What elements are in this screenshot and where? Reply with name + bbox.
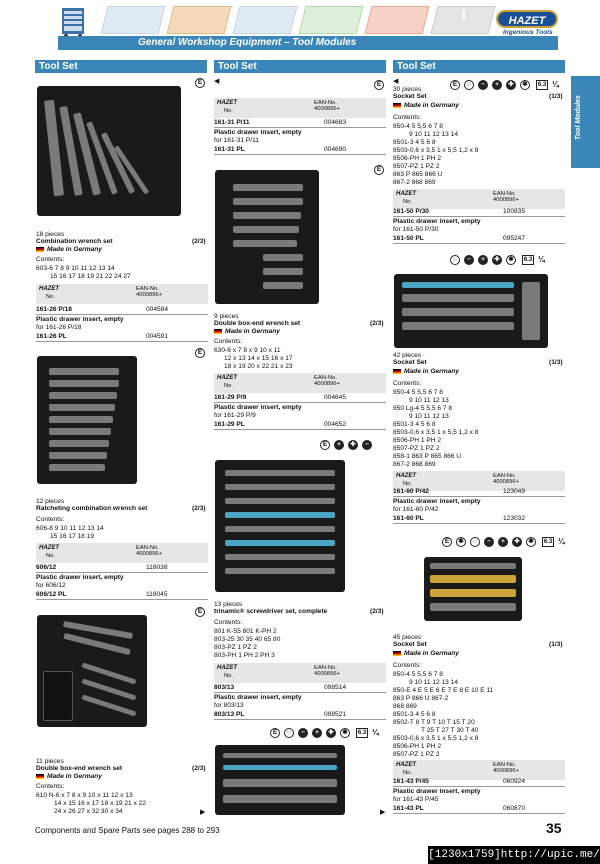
german-flag-icon [214, 329, 222, 334]
product-row: 161-60 P/42 123049 [393, 488, 526, 495]
contents-line: 610 N-6 x 7 8 x 9 10 x 11 12 x 13 [36, 792, 133, 799]
column-title: Tool Set [35, 60, 207, 73]
contents-label: Contents: [36, 783, 65, 790]
desc2: for 161-26 P/18 [36, 324, 82, 331]
desc: Plastic drawer insert, empty [393, 218, 481, 225]
product-row: 161-26 PL 004591 [36, 333, 169, 340]
torx-icon: ✱ [520, 80, 530, 90]
desc2: for 161-31 P/11 [214, 137, 259, 144]
set-pieces: 18 pieces [36, 231, 65, 238]
slotted-icon: − [478, 80, 488, 90]
page-number: 35 [546, 820, 562, 836]
screwdriver-category-icon[interactable] [233, 6, 298, 34]
contents-line: 9 10 11 12 13 14 [409, 131, 459, 138]
contents-line: 850 Lg-4 5 5,5 6 7 8 [393, 405, 453, 412]
contents-line: 867-2 868 869 [393, 461, 436, 468]
contents-label: Contents: [393, 380, 422, 387]
made-in-germany [36, 246, 102, 254]
desc2: for 803/13 [214, 702, 244, 709]
ean-header: HAZET No. EAN-No. 4000896+ [214, 98, 386, 118]
contents-line: 850-E 4 E 5 E 6 E 7 E 8 E 10 E 11 [393, 687, 494, 694]
prev-arrow-icon[interactable]: ◀ [214, 78, 220, 85]
slotted-icon: − [362, 440, 372, 450]
product-row: 161-60 PL 123032 [393, 515, 526, 522]
page-ref: (2/3) [192, 505, 206, 512]
small-socket-set-photo [215, 745, 345, 815]
page-ref: (2/3) [192, 238, 206, 245]
hazet-mini-logo: HAZET [39, 286, 59, 292]
socket-set-45-photo [424, 557, 522, 621]
contents-label: Contents: [214, 619, 243, 626]
contents-line: 858-1 863 P 865 866 U [393, 453, 462, 460]
contents-line: 863 P 865 866 U [393, 171, 443, 178]
e-label-icon: E [374, 165, 384, 175]
contents-line: 14 x 15 16 x 17 18 x 19 21 x 22 [54, 800, 147, 807]
banner-title: General Workshop Equipment – Tool Modules [58, 36, 558, 50]
phillips-icon: + [498, 537, 508, 547]
e-label-icon: E [442, 537, 452, 547]
contents-line: T 25 T 27 T 30 T 40 [421, 727, 479, 734]
set-name: Socket Set [393, 93, 427, 100]
pozidriv-icon: ✚ [326, 728, 336, 738]
product-row: 803/13 PL 098521 [214, 711, 347, 718]
torx-icon: ✱ [456, 537, 466, 547]
wrench-category-icon[interactable] [101, 6, 166, 34]
product-row: 803/13 098514 [214, 684, 347, 691]
ean-header: HAZET No. EAN-No. 4000896+ [393, 471, 565, 491]
info-category-icon[interactable]: i [431, 6, 496, 34]
contents-label: Contents: [393, 114, 422, 121]
contents-line: 9 10 11 12 13 14 [409, 679, 459, 686]
product-row: 606/12 118038 [36, 564, 168, 571]
pozidriv-icon: ✚ [506, 80, 516, 90]
screwdriver-set-photo [215, 460, 345, 592]
desc: Plastic drawer insert, empty [214, 694, 302, 701]
product-row: 161-31 P/11 004683 [214, 119, 347, 126]
torx-icon: ✱ [506, 255, 516, 265]
contents-line: 8503-0,6 x 3,5 1 x 5,5 1,2 x 8 [393, 735, 479, 742]
contents-line: 850-4 5 5,5 6 7 8 [393, 123, 443, 130]
hazet-logo: HAZET [496, 10, 558, 28]
column-title: Tool Set [214, 60, 386, 73]
contents-line: 803-PH 1 PH 2 PH 3 [214, 652, 275, 659]
german-flag-icon [393, 103, 401, 108]
e-label-icon: E [320, 440, 330, 450]
hammer-category-icon[interactable] [299, 6, 364, 34]
socket-set-42-photo [394, 274, 548, 348]
set-pieces: 11 pieces [36, 758, 64, 765]
page-ref: (2/3) [192, 765, 206, 772]
contents-line: 8502-T 8 T 9 T 10 T 15 T 20 [393, 719, 475, 726]
drive-size-icon: 6.3 [523, 257, 533, 263]
set-pieces: 13 pieces [214, 601, 243, 608]
made-in-germany: Made in Germany [214, 328, 280, 336]
slotted-icon: − [464, 255, 474, 265]
made-in-germany: Made in Germany [393, 368, 459, 376]
column-2 [214, 60, 386, 73]
column-title: Tool Set [393, 60, 565, 73]
contents-line: 867-2 868 869 [393, 179, 436, 186]
contents-label: Contents: [36, 516, 65, 523]
desc: Plastic drawer insert, empty [214, 404, 302, 411]
contents-line: 8501-3 4 5 6 8 [393, 421, 436, 428]
contents-line: 8506-PH 1 PH 2 [393, 743, 442, 750]
slotted-icon: − [298, 728, 308, 738]
set-pieces: 12 pieces [36, 498, 65, 505]
made-in-germany: Made in Germany [36, 773, 102, 781]
phillips-icon: + [492, 80, 502, 90]
ean-header: HAZET No. EAN-No. 4000896+ [214, 663, 386, 683]
set-name: Socket Set [393, 359, 427, 366]
no-label: No. [46, 294, 56, 300]
contents-line: 8501-3 4 5 6 8 [393, 139, 436, 146]
phillips-icon: + [478, 255, 488, 265]
e-label-icon: E [195, 607, 205, 617]
contents-line: 8503-0,6 x 3,5 1 x 5,5 1,2 x 8 [393, 147, 479, 154]
e-label-icon: E [270, 728, 280, 738]
desc: Plastic drawer insert, empty [36, 574, 124, 581]
phillips-icon: + [334, 440, 344, 450]
contents-line: 850-4 5 5,5 6 7 8 [393, 671, 443, 678]
phillips-icon: + [312, 728, 322, 738]
contents-line: 8501-3 4 5 6 8 [393, 711, 436, 718]
drive-size-icon: 6.3 [537, 82, 547, 88]
hex-icon: ○ [450, 255, 460, 265]
next-arrow-icon[interactable]: ▶ [380, 809, 386, 816]
pliers-category-icon[interactable] [167, 6, 232, 34]
tool-cabinet-icon [58, 6, 92, 34]
column-1 [35, 60, 207, 73]
ratchet-set-photo [37, 356, 137, 484]
set-name: Combination wrench set [36, 238, 113, 245]
watermark-url[interactable]: [1230x1759]http://upic.me/ [428, 846, 600, 864]
german-flag-icon [36, 774, 44, 779]
desc: Plastic drawer insert, empty [214, 129, 302, 136]
contents-line: 9 10 11 12 13 [409, 397, 449, 404]
pozidriv-icon: ✚ [492, 255, 502, 265]
contents-line: 801 K-55 801 K-PH 2 [214, 628, 277, 635]
contents-line: 606-8 9 10 11 12 13 14 [36, 525, 104, 532]
e-label-icon: E [195, 78, 205, 88]
set-name: Socket Set [393, 641, 427, 648]
contents-line: 18 x 19 20 x 22 21 x 23 [224, 363, 293, 370]
e-label-icon: E [195, 348, 205, 358]
product-row: 161-50 P/30 100835 [393, 208, 526, 215]
set-pieces: 30 pieces [393, 86, 422, 93]
column-3 [393, 60, 565, 73]
brand-tagline: Ingenious Tools [503, 29, 553, 36]
slotted-icon: − [484, 537, 494, 547]
made-label: Made in Germany [47, 246, 102, 253]
contents-line: 8506-PH 1 PH 2 [393, 437, 442, 444]
contents-line: 603-6 7 8 9 10 11 12 13 14 [36, 265, 115, 272]
product-row: 161-29 PL 004652 [214, 421, 347, 428]
desc2: for 161-29 P/9 [214, 412, 256, 419]
side-tab[interactable] [571, 76, 600, 168]
contents-line: 9 10 11 12 13 [409, 413, 449, 420]
set-name: trinamic® screwdriver set, complete [214, 608, 328, 615]
desc2: for 161-60 P/42 [393, 506, 439, 513]
desc: Plastic drawer insert, empty [393, 788, 481, 795]
contents-line: 863 P 866 U 867-2 [393, 695, 449, 702]
page-ref: (2/3) [370, 320, 384, 327]
hex-icon: ○ [464, 80, 474, 90]
contents-label: Contents: [393, 662, 422, 669]
quarter-drive-label: ¼ [372, 728, 379, 737]
product-row: 161-26 P/18 004584 [36, 306, 169, 313]
contents-line: 8507-PZ 1 PZ 2 [393, 445, 440, 452]
double-box-set-photo [215, 170, 319, 304]
set-name: Ratcheting combination wrench set [36, 505, 148, 512]
product-row: 161-50 PL 095247 [393, 235, 526, 242]
desc: Plastic drawer insert, empty [36, 316, 124, 323]
page-ref: (1/3) [549, 359, 563, 366]
quarter-drive-label: ¼ [552, 80, 559, 89]
hex-icon: ○ [284, 728, 294, 738]
e-label-icon: E [450, 80, 460, 90]
contents-line: 868 869 [393, 703, 417, 710]
side-tab-label: Tool Modules [575, 95, 582, 140]
page-ref: (1/3) [549, 641, 563, 648]
contents-line: 8507-PZ 1 PZ 2 [393, 751, 440, 758]
pozidriv-icon: ✚ [512, 537, 522, 547]
desc: Plastic drawer insert, empty [393, 498, 481, 505]
german-flag-icon [36, 247, 44, 252]
set-name: Double box-end wrench set [36, 765, 123, 772]
torx-icon: ✱ [526, 537, 536, 547]
set-pieces: 42 pieces [393, 352, 422, 359]
contents-line: 630-6 x 7 8 x 9 10 x 11 [214, 347, 281, 354]
hex-icon: ○ [470, 537, 480, 547]
drive-size-icon: 6.3 [357, 730, 367, 736]
page-ref: (2/3) [370, 608, 384, 615]
made-in-germany: Made in Germany [393, 102, 459, 110]
quarter-drive-label: ¼ [538, 255, 545, 264]
e-label-icon: E [374, 80, 384, 90]
measuring-category-icon[interactable] [365, 6, 430, 34]
product-row: 161-43 PL 060870 [393, 805, 526, 812]
set-pieces: 9 pieces [214, 313, 239, 320]
quarter-drive-label: ¼ [558, 537, 565, 546]
contents-label: Contents: [214, 338, 243, 345]
product-row: 161-31 PL 004690 [214, 146, 347, 153]
ean-header [36, 284, 208, 304]
footer-note: Components and Spare Parts see pages 288 to 293 [35, 826, 220, 835]
product-row: 161-29 P/9 004645 [214, 394, 347, 401]
prev-arrow-icon[interactable]: ◀ [393, 78, 399, 85]
drive-size-icon: 6.3 [543, 539, 553, 545]
contents-line: 12 x 13 14 x 15 16 x 17 [224, 355, 293, 362]
pozidriv-icon: ✚ [348, 440, 358, 450]
desc2: for 606/12 [36, 582, 66, 589]
contents-line: 803-25 30 35 40 65 80 [214, 636, 281, 643]
contents-line: 15 16 17 18 19 21 22 24 27 [50, 273, 131, 280]
contents-line: 803-PZ 1 PZ 2 [214, 644, 257, 651]
product-row: 606/12 PL 118045 [36, 591, 168, 598]
contents-line: 8507-PZ 1 PZ 2 [393, 163, 440, 170]
box-end-set-photo [37, 615, 147, 727]
set-pieces: 45 pieces [393, 634, 422, 641]
german-flag-icon [393, 369, 401, 374]
german-flag-icon [393, 651, 401, 656]
contents-line: 24 x 26 27 x 32 30 x 34 [54, 808, 123, 815]
next-arrow-icon[interactable]: ▶ [200, 809, 206, 816]
ean-header: HAZET No. EAN-No. 4000896+ [214, 373, 386, 393]
made-in-germany: Made in Germany [393, 650, 459, 658]
ean-header: HAZET No. EAN-No. 4000896+ [393, 760, 565, 780]
wrench-set-photo [37, 86, 181, 216]
ean-label: EAN-No. 4000896+ [136, 286, 162, 298]
ean-header: HAZET No. EAN-No. 4000896+ [36, 543, 208, 563]
desc2: for 161-43 P/45 [393, 796, 439, 803]
page-ref: (1/3) [549, 93, 563, 100]
set-name: Double box-end wrench set [214, 320, 301, 327]
desc2: for 161-50 P/30 [393, 226, 439, 233]
contents-line: 850-4 5 5,5 6 7 8 [393, 389, 443, 396]
ean-header: HAZET No. EAN-No. 4000896+ [393, 189, 565, 209]
torx-icon: ✱ [340, 728, 350, 738]
contents-line: 15 16 17 18 19 [50, 533, 94, 540]
page-header [0, 0, 600, 52]
contents-line: 8506-PH 1 PH 2 [393, 155, 442, 162]
contents-label: Contents: [36, 256, 65, 263]
contents-line: 8503-0,6 x 3,5 1 x 5,5 1,2 x 8 [393, 429, 479, 436]
product-row: 161-43 P/45 060924 [393, 778, 526, 785]
